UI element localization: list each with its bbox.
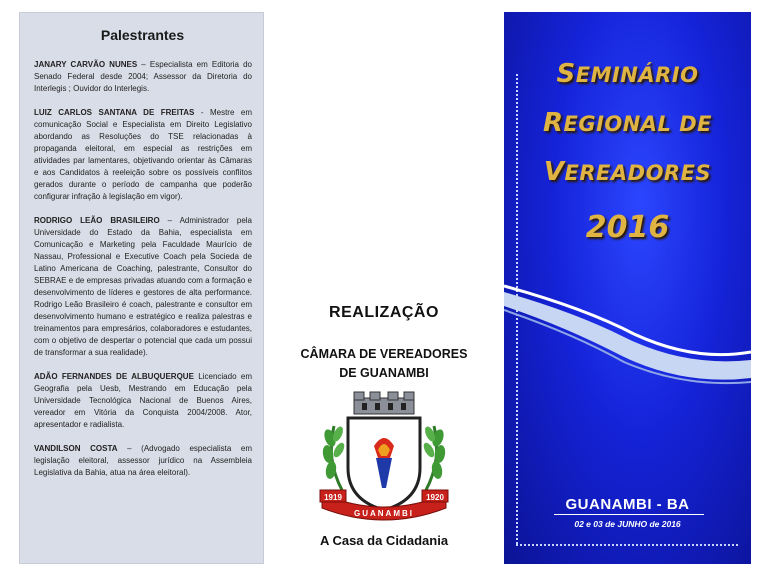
decorative-wave [504,282,751,392]
speakers-heading: Palestrantes [100,27,185,43]
city-crest-emblem [312,390,456,524]
event-year: 2016 [585,210,670,245]
title-line-2: REGIONAL DE [542,108,713,138]
dotted-border-horizontal [516,544,738,546]
speaker-entry [34,59,252,95]
brochure [19,12,751,564]
speaker-name: VANDILSON COSTA [34,444,118,453]
event-date: 02 e 03 de JUNHO de 2016 [574,519,681,529]
organizer-line-1: CÂMARA DE VEREADORES [300,347,468,361]
speaker-name: LUIZ CARLOS SANTANA DE FREITAS [34,108,195,117]
speaker-bio: – Administrador pela Universidade do Estado da Bahia, especialista em Comunicação e Marketing pela Faculdade Maurício de Nassau, Professional e Executive Coach pela Socieda de Latino Americana de Coaching, palestrante, Consultor do SEBRAE e de empresas privadas atuando com a formação e desenvolvimento de líderes e gestores de alta performance. Rodrigo Leão Brasileiro é coach, palestrante e consultor em desenvolvimento humano e estratégico e realiza palestras e treinamentos para empresários, colaboradores e estudantes, com o objetivo de despertar o potencial que cada um possui de transformar a sua realidade). [34,216,252,357]
title-line-3: VEREADORES [543,157,712,187]
title-line-1: SEMINÁRIO [556,59,699,89]
speaker-name: RODRIGO LEÃO BRASILEIRO [34,216,160,225]
speaker-entry [34,371,252,431]
organizer-name [264,345,504,383]
speaker-entry [34,107,252,203]
crest-year-left: 1919 [324,493,342,502]
speaker-bio: - Mestre em comunicação Social e Especialista em Direito Legislativo abordando as Resoluções do TSE relacionadas à propaganda eleitoral, em especial as restrições em atividades par lamentares, objetivando orientar às Câmaras e aos Candidatos à reeleição sobre os possíveis conflitos gerados durante o período de campanha que poderão configurar infração à legislação em vigor). [34,108,252,201]
speaker-bio: Licenciado em Geografia pela Uesb, Mestrando em Educação pela Universidade Tecnológica Nacional de Buenos Aires, vereador em Vitória da Conquista 2004/2008. Ator, apresentador e radialista. [34,372,252,429]
speaker-name: ADÃO FERNANDES DE ALBUQUERQUE [34,372,194,381]
cover-panel [504,12,751,564]
event-title [504,50,751,253]
slogan: A Casa da Cidadania [319,533,449,548]
event-city: GUANAMBI - BA [565,496,690,513]
organizer-line-2: DE GUANAMBI [339,366,429,380]
city-underline [554,514,704,515]
crest-banner-text: GUANAMBI [354,509,414,518]
realizacao-heading: REALIZAÇÃO [329,304,439,321]
speaker-list [34,59,252,491]
speakers-panel [19,12,264,564]
organizer-panel [264,12,504,564]
speaker-bio: – (Advogado especialista em legislação eleitoral, assessor jurídico na Assembleia Legislativa da Bahia, atua na área eleitoral). [34,444,252,477]
speaker-entry [34,443,252,479]
speaker-bio: – Especialista em Editoria do Senado Federal desde 2004; Assessor da Diretoria do Interlegis ; Ouvidor do Interlegis. [34,60,252,93]
speaker-entry [34,215,252,359]
speaker-name: JANARY CARVÃO NUNES [34,60,138,69]
crest-year-right: 1920 [426,493,444,502]
